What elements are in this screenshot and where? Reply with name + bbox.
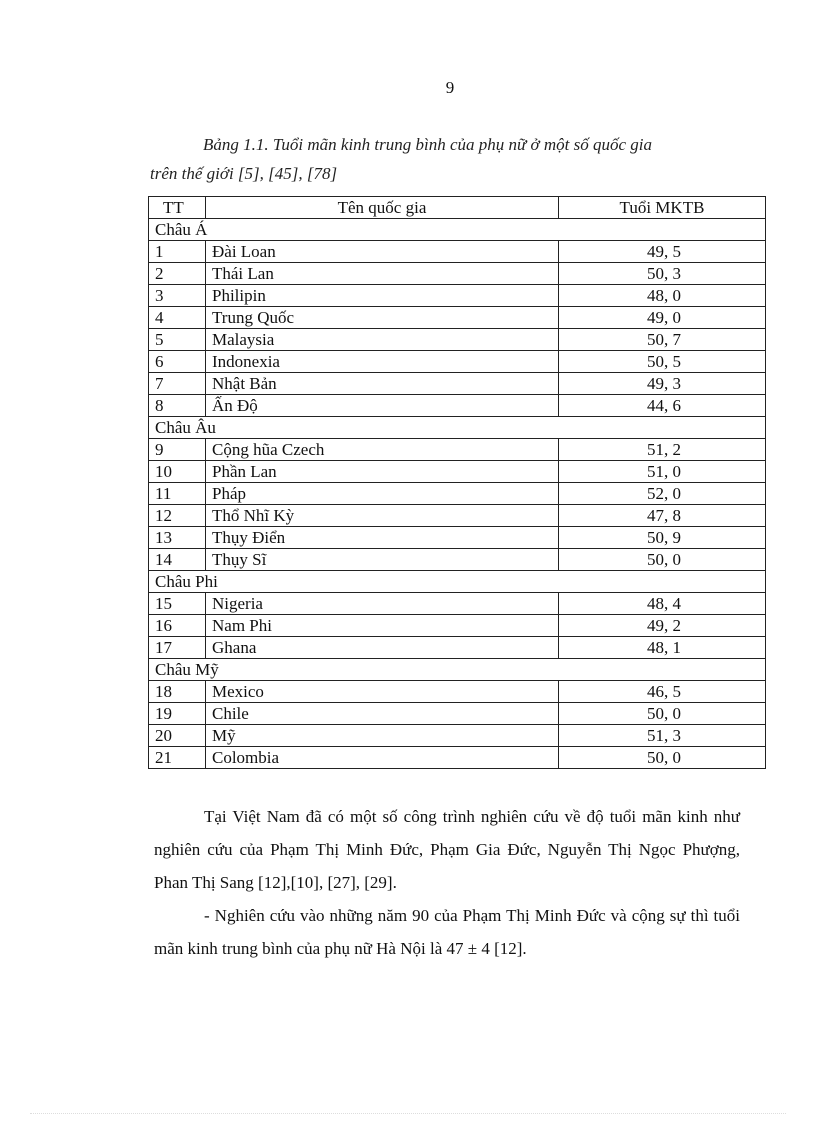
table-row (149, 483, 766, 505)
country-name: Thái Lan (206, 263, 559, 285)
mean-age: 50, 0 (559, 747, 766, 769)
table-row (149, 439, 766, 461)
row-number: 16 (149, 615, 206, 637)
country-name: Thụy Sĩ (206, 549, 559, 571)
row-number: 4 (149, 307, 206, 329)
header-age: Tuổi MKTB (559, 197, 766, 219)
country-name: Trung Quốc (206, 307, 559, 329)
table-row (149, 461, 766, 483)
row-number: 19 (149, 703, 206, 725)
mean-age: 47, 8 (559, 505, 766, 527)
mean-age: 48, 4 (559, 593, 766, 615)
mean-age: 50, 0 (559, 549, 766, 571)
country-name: Cộng hũa Czech (206, 439, 559, 461)
table-row (149, 725, 766, 747)
row-number: 12 (149, 505, 206, 527)
country-name: Malaysia (206, 329, 559, 351)
table-row (149, 615, 766, 637)
table-row (149, 593, 766, 615)
table-row (149, 747, 766, 769)
row-number: 11 (149, 483, 206, 505)
table-row (149, 351, 766, 373)
country-name: Phần Lan (206, 461, 559, 483)
row-number: 10 (149, 461, 206, 483)
header-tt: TT (149, 197, 206, 219)
table-body (149, 219, 766, 769)
country-name: Nigeria (206, 593, 559, 615)
table-row (149, 329, 766, 351)
paragraph: Tại Việt Nam đã có một số công trình nghiên cứu về độ tuổi mãn kinh như nghiên cứu của Phạm Thị Minh Đức, Phạm Gia Đức, Nguyễn Thị Ngọc Phượng, Phan Thị Sang [12],[10], [27], [29]. (154, 807, 740, 892)
row-number: 5 (149, 329, 206, 351)
header-country: Tên quốc gia (206, 197, 559, 219)
region-row (149, 219, 766, 241)
table-caption (150, 130, 750, 188)
region-label: Châu Á (149, 219, 766, 241)
row-number: 8 (149, 395, 206, 417)
region-label: Châu Âu (149, 417, 766, 439)
country-name: Nam Phi (206, 615, 559, 637)
mean-age: 46, 5 (559, 681, 766, 703)
mean-age: 51, 3 (559, 725, 766, 747)
country-name: Indonexia (206, 351, 559, 373)
page-bottom-divider (30, 1113, 786, 1114)
table-row (149, 681, 766, 703)
table-row (149, 395, 766, 417)
row-number: 15 (149, 593, 206, 615)
row-number: 7 (149, 373, 206, 395)
mean-age: 52, 0 (559, 483, 766, 505)
mean-age: 50, 3 (559, 263, 766, 285)
table-row (149, 505, 766, 527)
country-name: Nhật Bản (206, 373, 559, 395)
mean-age: 50, 7 (559, 329, 766, 351)
region-row (149, 659, 766, 681)
mean-age: 44, 6 (559, 395, 766, 417)
table-row (149, 549, 766, 571)
row-number: 20 (149, 725, 206, 747)
country-name: Thổ Nhĩ Kỳ (206, 505, 559, 527)
country-name: Pháp (206, 483, 559, 505)
table-header-row (149, 197, 766, 219)
mean-age: 51, 2 (559, 439, 766, 461)
table-row (149, 373, 766, 395)
table-row (149, 703, 766, 725)
region-row (149, 571, 766, 593)
caption-line-1: Bảng 1.1. Tuổi mãn kinh trung bình của phụ nữ ở một số quốc gia (203, 135, 653, 154)
row-number: 18 (149, 681, 206, 703)
page-number: 9 (445, 78, 455, 97)
country-name: Thụy Điển (206, 527, 559, 549)
region-label: Châu Phi (149, 571, 766, 593)
row-number: 14 (149, 549, 206, 571)
row-number: 21 (149, 747, 206, 769)
menopause-age-table (148, 196, 766, 769)
region-label: Châu Mỹ (149, 659, 766, 681)
mean-age: 48, 0 (559, 285, 766, 307)
country-name: Đài Loan (206, 241, 559, 263)
table-row (149, 307, 766, 329)
row-number: 6 (149, 351, 206, 373)
region-row (149, 417, 766, 439)
row-number: 1 (149, 241, 206, 263)
table-row (149, 263, 766, 285)
country-name: Colombia (206, 747, 559, 769)
mean-age: 49, 2 (559, 615, 766, 637)
mean-age: 48, 1 (559, 637, 766, 659)
mean-age: 51, 0 (559, 461, 766, 483)
table-row (149, 241, 766, 263)
mean-age: 49, 5 (559, 241, 766, 263)
country-name: Philipin (206, 285, 559, 307)
country-name: Mỹ (206, 725, 559, 747)
mean-age: 49, 0 (559, 307, 766, 329)
row-number: 13 (149, 527, 206, 549)
body-text (154, 800, 740, 965)
table-row (149, 637, 766, 659)
country-name: Mexico (206, 681, 559, 703)
country-name: Ghana (206, 637, 559, 659)
row-number: 9 (149, 439, 206, 461)
mean-age: 50, 0 (559, 703, 766, 725)
mean-age: 49, 3 (559, 373, 766, 395)
mean-age: 50, 9 (559, 527, 766, 549)
table-row (149, 527, 766, 549)
row-number: 3 (149, 285, 206, 307)
mean-age: 50, 5 (559, 351, 766, 373)
table-row (149, 285, 766, 307)
row-number: 2 (149, 263, 206, 285)
paragraph: - Nghiên cứu vào những năm 90 của Phạm Thị Minh Đức và cộng sự thì tuổi mãn kinh trung bình của phụ nữ Hà Nội là 47 ± 4 [12]. (154, 906, 740, 958)
country-name: Ấn Độ (206, 395, 559, 417)
caption-line-2: trên thế giới [5], [45], [78] (150, 164, 338, 183)
row-number: 17 (149, 637, 206, 659)
country-name: Chile (206, 703, 559, 725)
